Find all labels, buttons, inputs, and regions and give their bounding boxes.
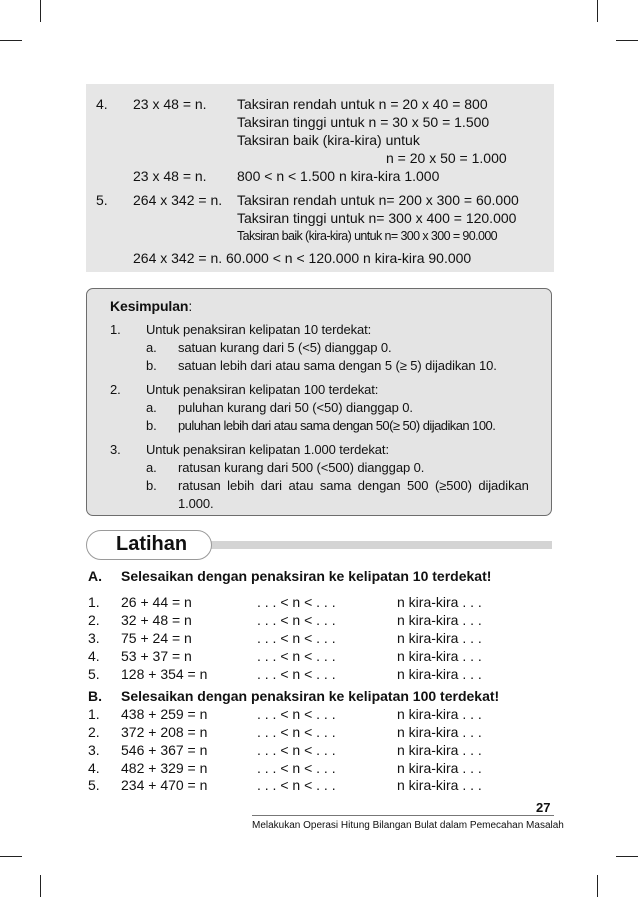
exercise-range: . . . < n < . . . bbox=[257, 760, 336, 776]
kesimpulan-point-text: Untuk penaksiran kelipatan 10 terdekat: bbox=[146, 322, 372, 337]
exercise-range: . . . < n < . . . bbox=[257, 666, 336, 682]
crop-mark bbox=[40, 875, 41, 897]
kesimpulan-title bbox=[110, 298, 192, 314]
section-heading: Selesaikan dengan penaksiran ke kelipatan 10 terdekat! bbox=[121, 568, 492, 584]
exercise-number: 1. bbox=[88, 706, 100, 722]
exercise-expression: 32 + 48 = n bbox=[121, 612, 192, 628]
example-number: 4. bbox=[96, 96, 108, 112]
example-text: Taksiran rendah untuk n = 20 x 40 = 800 bbox=[237, 96, 488, 112]
kesimpulan-sub-letter: a. bbox=[146, 460, 157, 475]
exercise-range: . . . < n < . . . bbox=[257, 706, 336, 722]
exercise-approx: n kira-kira . . . bbox=[397, 666, 482, 682]
exercise-approx: n kira-kira . . . bbox=[397, 612, 482, 628]
exercise-approx: n kira-kira . . . bbox=[397, 630, 482, 646]
page-number: 27 bbox=[536, 800, 551, 815]
example-text: Taksiran baik (kira-kira) untuk bbox=[237, 132, 420, 148]
exercise-number: 3. bbox=[88, 630, 100, 646]
kesimpulan-sub-text-continued: 1.000. bbox=[178, 496, 214, 511]
kesimpulan-sub-text: satuan kurang dari 5 (<5) dianggap 0. bbox=[178, 340, 392, 355]
crop-mark bbox=[0, 856, 22, 857]
exercise-approx: n kira-kira . . . bbox=[397, 594, 482, 610]
example-text: Taksiran baik (kira-kira) untuk n= 300 x 300 = 90.000 bbox=[237, 229, 498, 243]
kesimpulan-sub-text: ratusan lebih dari atau sama dengan 500 (≥500) dijadikan bbox=[178, 478, 529, 493]
exercise-approx: n kira-kira . . . bbox=[397, 760, 482, 776]
exercise-number: 2. bbox=[88, 612, 100, 628]
example-text: Taksiran tinggi untuk n = 30 x 50 = 1.500 bbox=[237, 114, 490, 130]
exercise-range: . . . < n < . . . bbox=[257, 777, 336, 793]
kesimpulan-sub-text: puluhan kurang dari 50 (<50) dianggap 0. bbox=[178, 400, 413, 415]
kesimpulan-sub-letter: b. bbox=[146, 418, 157, 433]
kesimpulan-point-number: 2. bbox=[110, 382, 121, 397]
exercise-expression: 75 + 24 = n bbox=[121, 630, 192, 646]
exercise-range: . . . < n < . . . bbox=[257, 594, 336, 610]
exercise-expression: 128 + 354 = n bbox=[121, 666, 208, 682]
kesimpulan-title-colon: : bbox=[188, 298, 193, 314]
exercise-number: 4. bbox=[88, 648, 100, 664]
example-expression: 23 x 48 = n. bbox=[133, 168, 207, 184]
crop-mark bbox=[616, 40, 638, 41]
exercise-approx: n kira-kira . . . bbox=[397, 706, 482, 722]
crop-mark bbox=[597, 875, 598, 897]
exercise-expression: 53 + 37 = n bbox=[121, 648, 192, 664]
exercise-expression: 438 + 259 = n bbox=[121, 706, 208, 722]
latihan-header-bar bbox=[190, 541, 552, 549]
crop-mark bbox=[0, 40, 22, 41]
example-text: 800 < n < 1.500 n kira-kira 1.000 bbox=[237, 168, 440, 184]
exercise-approx: n kira-kira . . . bbox=[397, 742, 482, 758]
exercise-number: 4. bbox=[88, 760, 100, 776]
exercise-range: . . . < n < . . . bbox=[257, 742, 336, 758]
exercise-number: 2. bbox=[88, 724, 100, 740]
exercise-number: 3. bbox=[88, 742, 100, 758]
exercise-approx: n kira-kira . . . bbox=[397, 724, 482, 740]
kesimpulan-sub-letter: b. bbox=[146, 478, 157, 493]
kesimpulan-sub-text: ratusan kurang dari 500 (<500) dianggap 0. bbox=[178, 460, 425, 475]
kesimpulan-sub-letter: a. bbox=[146, 340, 157, 355]
kesimpulan-title-text: Kesimpulan bbox=[110, 298, 189, 314]
crop-mark bbox=[616, 856, 638, 857]
section-letter: B. bbox=[88, 688, 102, 704]
section-heading: Selesaikan dengan penaksiran ke kelipatan 100 terdekat! bbox=[121, 688, 500, 704]
example-expression: 23 x 48 = n. bbox=[133, 96, 207, 112]
example-text: Taksiran rendah untuk n= 200 x 300 = 60.000 bbox=[237, 192, 519, 208]
kesimpulan-sub-letter: b. bbox=[146, 358, 157, 373]
kesimpulan-sub-text: satuan lebih dari atau sama dengan 5 (≥ 5) dijadikan 10. bbox=[178, 358, 497, 373]
footer-divider bbox=[252, 815, 554, 816]
example-text: n = 20 x 50 = 1.000 bbox=[386, 150, 507, 166]
exercise-number: 5. bbox=[88, 777, 100, 793]
exercise-expression: 26 + 44 = n bbox=[121, 594, 192, 610]
kesimpulan-point-number: 3. bbox=[110, 442, 121, 457]
kesimpulan-sub-text: puluhan lebih dari atau sama dengan 50(≥ 50) dijadikan 100. bbox=[178, 418, 496, 433]
crop-mark bbox=[597, 0, 598, 22]
exercise-range: . . . < n < . . . bbox=[257, 724, 336, 740]
kesimpulan-point-text: Untuk penaksiran kelipatan 100 terdekat: bbox=[146, 382, 379, 397]
footer-text: Melakukan Operasi Hitung Bilangan Bulat dalam Pemecahan Masalah bbox=[252, 820, 564, 831]
exercise-number: 1. bbox=[88, 594, 100, 610]
crop-mark bbox=[40, 0, 41, 22]
exercise-range: . . . < n < . . . bbox=[257, 612, 336, 628]
kesimpulan-sub-letter: a. bbox=[146, 400, 157, 415]
exercise-range: . . . < n < . . . bbox=[257, 630, 336, 646]
exercise-number: 5. bbox=[88, 666, 100, 682]
section-letter: A. bbox=[88, 568, 102, 584]
exercise-expression: 234 + 470 = n bbox=[121, 777, 208, 793]
example-text: Taksiran tinggi untuk n= 300 x 400 = 120.000 bbox=[237, 210, 517, 226]
exercise-approx: n kira-kira . . . bbox=[397, 648, 482, 664]
example-number: 5. bbox=[96, 192, 108, 208]
exercise-expression: 546 + 367 = n bbox=[121, 742, 208, 758]
exercise-expression: 372 + 208 = n bbox=[121, 724, 208, 740]
kesimpulan-point-text: Untuk penaksiran kelipatan 1.000 terdekat: bbox=[146, 442, 389, 457]
example-text: 264 x 342 = n. 60.000 < n < 120.000 n kira-kira 90.000 bbox=[133, 250, 472, 266]
exercise-expression: 482 + 329 = n bbox=[121, 760, 208, 776]
exercise-range: . . . < n < . . . bbox=[257, 648, 336, 664]
kesimpulan-point-number: 1. bbox=[110, 322, 121, 337]
example-expression: 264 x 342 = n. bbox=[133, 192, 223, 208]
exercise-approx: n kira-kira . . . bbox=[397, 777, 482, 793]
latihan-title: Latihan bbox=[116, 533, 188, 555]
